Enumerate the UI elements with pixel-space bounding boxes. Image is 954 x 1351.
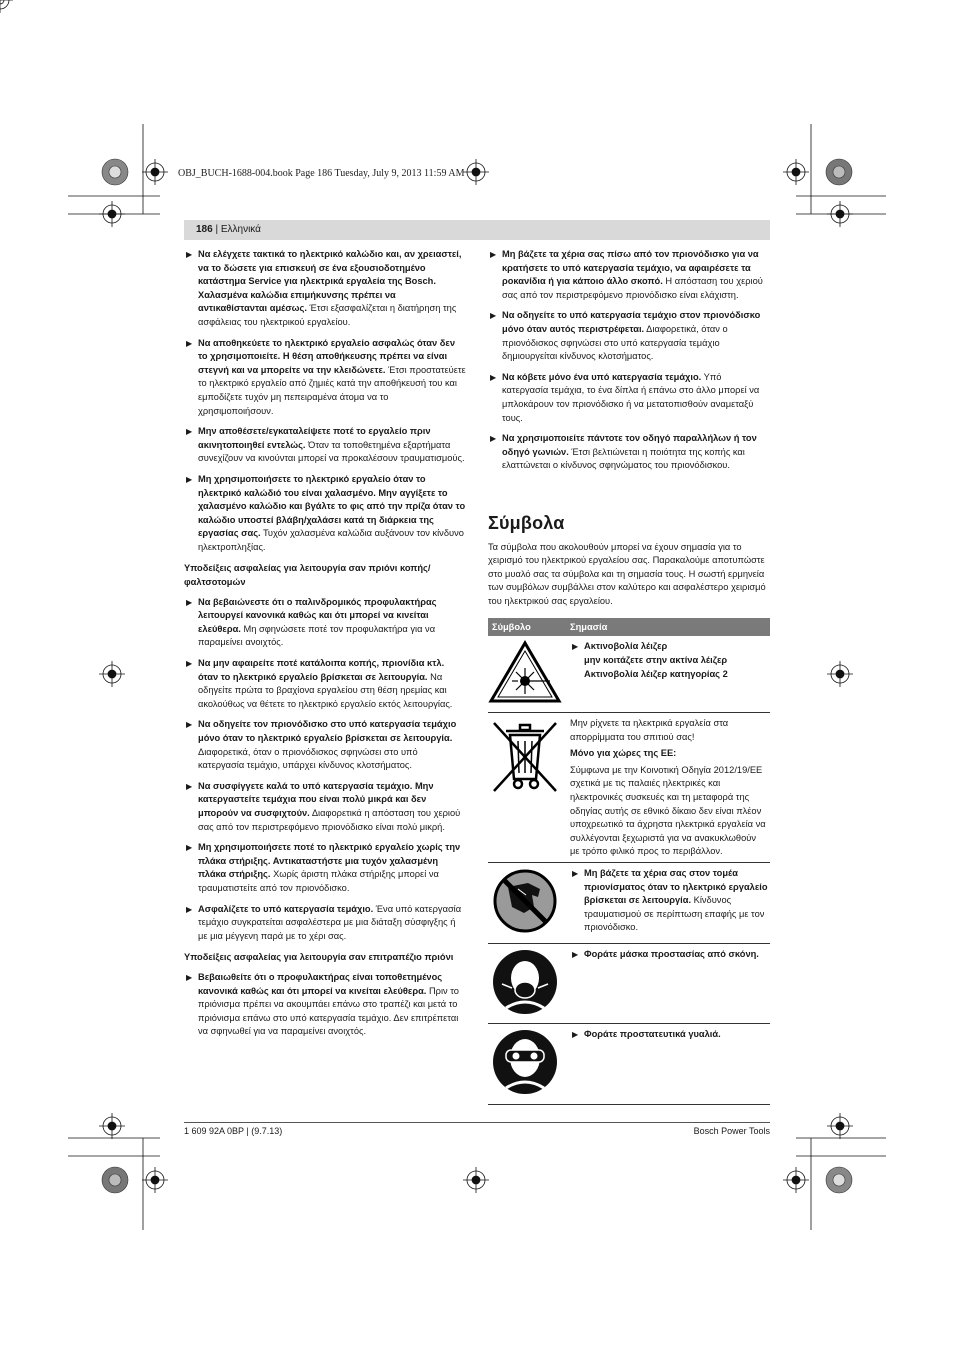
item-text: Να οδηγείτε πρώτα το βραχίονα εργαλείου στη θέση ηρεμίας και ακολούθως να θέτετε το ηλεκτρικό εργαλείο εκτός λειτουργίας. [198, 671, 453, 709]
table-row: ▶ Ακτινοβολία λέιζερ μην κοιτάζετε στην ακτίνα λέιζερ Ακτινοβολία λέιζερ κατηγορίας 2 [488, 636, 770, 712]
bullet-triangle-icon: ▶ [186, 597, 193, 607]
table-row: ▶ Φοράτε προστατευτικά γυαλιά. [488, 1024, 770, 1105]
col-header-meaning: Σημασία [566, 618, 770, 636]
item-bold-text: Μη βάζετε τα χέρια σας πίσω από τον πριονόδισκο για να κρατήσετε το υπό κατεργασία τεμάχιο, να αφαιρέσετε τα ροκανίδια ή για κάποιο άλλο σκοπό. [502, 249, 759, 287]
bullet-triangle-icon: ▶ [490, 311, 497, 321]
item-text: Τυχόν χαλασμένα καλώδια αυξάνουν τον κίνδυνο ηλεκτροπληξίας. [198, 528, 464, 552]
item-bold-text: Να οδηγείτε το υπό κατεργασία τεμάχιο στον πριονόδισκο μόνο όταν αυτός περιστρέφεται. [502, 310, 761, 334]
laser-text: Ακτινοβολία λέιζερ μην κοιτάζετε στην ακτίνα λέιζερ Ακτινοβολία λέιζερ κατηγορίας 2 [584, 641, 728, 679]
item-text: Έτσι εξασφαλίζεται η διατήρηση της ασφάλειας του ηλεκτρικού εργαλείου. [198, 303, 457, 327]
section-heading: Σύμβολα [488, 512, 565, 533]
symbols-intro: Τα σύμβολα που ακολουθούν μπορεί να έχουν σημασία για το χειρισμό του ηλεκτρικού εργαλείου σας. Παρακαλούμε αποτυπώστε στο μυαλό σας τα σύμβολα και τη σημασία τους. Η σωστή ερμηνεία των συμβόλων συμβάλλει στον καλύτερο και ασφαλέστερο χειρισμό του ηλεκτρικού σας εργαλείου. [488, 541, 766, 606]
weee-text-2: Μόνο για χώρες της ΕΕ: [570, 748, 677, 759]
print-slug: OBJ_BUCH-1688-004.book Page 186 Tuesday, July 9, 2013 11:59 AM [178, 168, 465, 179]
page-number: 186 [196, 224, 213, 235]
footer-code: 1 609 92A 0BP | (9.7.13) [184, 1126, 283, 1136]
list-item [184, 473, 466, 555]
bullet-triangle-icon: ▶ [186, 250, 193, 259]
list-item [184, 971, 466, 1039]
item-bold-text: Να βεβαιώνεστε ότι ο παλινδρομικός προφυλακτήρας λειτουργεί κανονικά καθώς και ότι μπορεί να κινείται ελεύθερα. [198, 596, 437, 634]
bullet-triangle-icon: ▶ [186, 781, 193, 791]
item-text: Διαφορετικά η απόσταση του χεριού σας από τον περιστρεφόμενο πριονόδισκο είναι πολύ μικρή. [198, 807, 461, 832]
item-text: Έτσι βελτιώνεται η ποιότητα της κοπής και ελαττώνεται ο κίνδυνος σφηνώματος του πριονόδισκου. [502, 446, 745, 471]
item-bold-text: Ασφαλίζετε το υπό κατεργασία τεμάχιο. [198, 903, 374, 914]
left-column [184, 248, 466, 1046]
weee-text-3: Σύμφωνα με την Κοινοτική Οδηγία 2012/19/ΕΕ σχετικά με τις παλαιές ηλεκτρικές και ηλεκτρονικές συσκευές και τη μεταφορά της οδηγίας αυτής σε εθνικό δίκαιο δεν είναι πλέον υποχρεωτικό τα άχρηστα ηλεκτρικά εργαλεία να συλλέγονται ξεχωριστά για να ανακυκλωθούν με τρόπο φιλικό προς το περιβάλλον. [570, 764, 766, 857]
list-item [184, 248, 466, 330]
item-bold-text: Μη χρησιμοποιήσετε το ηλεκτρικό εργαλείο όταν το ηλεκτρικό καλώδιό του είναι χαλασμένο. Μην αγγίξετε το χαλασμένο καλώδιο και βγάλτε το φις από την πρίζα όταν το καλώδιο υποστεί βλάβη/χαλάσει κατά τη διάρκεια της εργασίας σας. [198, 473, 466, 539]
list-item [184, 780, 466, 834]
item-text: Όταν τα τοποθετημένα εξαρτήματα συνεχίζουν να κινούνται μπορεί να προκαλέσουν τραυματισμούς. [198, 439, 465, 464]
mask-text: Φοράτε μάσκα προστασίας από σκόνη. [584, 948, 759, 959]
item-text: Πριν το πριόνισμα πρέπει να ακουμπάει επάνω στο τραπέζι και μετά το πριόνισμα επάνω στο υπό κατεργασία τεμάχιο. Δεν επιτρέπεται να σφηνωθεί για να παραμείνει ανοιχτός. [198, 985, 459, 1037]
item-bold-text: Να οδηγείτε τον πριονόδισκο στο υπό κατεργασία τεμάχιο μόνο όταν το ηλεκτρικό εργαλείο βρίσκεται σε λειτουργία. [198, 719, 457, 743]
bullet-triangle-icon: ▶ [490, 250, 497, 259]
item-bold-text: Να μην αφαιρείτε ποτέ κατάλοιπα κοπής, πριονίδια κτλ. όταν το ηλεκτρικό εργαλείο βρίσκεται σε λειτουργία. [198, 658, 445, 682]
hands-text: Κίνδυνος τραυματισμού σε περίπτωση επαφής με τον πριονόδισκο. [584, 895, 765, 933]
list-item [488, 309, 770, 363]
item-text: Ένα υπό κατεργασία τεμάχιο συγκρατείται ασφαλέστερα με μια διάταξη σύσφιγξης ή με μια μέγγενη παρά με το χέρι σας. [198, 903, 462, 941]
subheading-table-saw: Υποδείξεις ασφαλείας για λειτουργία σαν επιτραπέζιο πριόνι [184, 952, 454, 963]
col-header-symbol: Σύμβολο [488, 618, 566, 636]
item-text: Χωρίς άριστη πλάκα στήριξης μπορεί να τραυματιστείτε από τον πριονόδισκο. [198, 869, 439, 893]
bullet-triangle-icon: ▶ [186, 659, 193, 669]
bullet-triangle-icon: ▶ [186, 904, 193, 914]
item-bold-text: Να χρησιμοποιείτε πάντοτε τον οδηγό παραλλήλων ή τον οδηγό γωνιών. [502, 433, 757, 457]
safety-goggles-icon [488, 1028, 562, 1096]
dust-mask-icon [488, 948, 562, 1016]
list-item [184, 425, 466, 466]
page-header: 186 | Ελληνικά [196, 224, 261, 235]
list-item [184, 657, 466, 711]
bullet-triangle-icon: ▶ [186, 338, 193, 348]
table-row: ▶ Φοράτε μάσκα προστασίας από σκόνη. [488, 943, 770, 1024]
list-item [184, 718, 466, 772]
weee-text-1: Μην ρίχνετε τα ηλεκτρικά εργαλεία στα απορρίμματα του σπιτιού σας! [570, 718, 729, 742]
table-row: ▶ Μη βάζετε τα χέρια σας στον τομέα πριονίσματος όταν το ηλεκτρικό εργαλείο βρίσκεται σε λειτουργία. Κίνδυνος τραυματισμού σε περίπτωση επαφής με τον πριονόδισκο. [488, 863, 770, 944]
list-item [184, 337, 466, 419]
goggles-text: Φοράτε προστατευτικά γυαλιά. [584, 1029, 721, 1040]
item-text: Διαφορετικά, όταν ο πριονόδισκος σφηνώσει στο υπό κατεργασία τεμάχιο, υπάρχει κίνδυνος κλοτσήματος. [198, 746, 418, 771]
list-item [184, 596, 466, 650]
header-bar [184, 220, 770, 240]
list-item [488, 432, 770, 473]
item-text: Διαφορετικά, όταν ο πριονόδισκος σφηνώσει στο υπό κατεργασία τεμάχιο δημιουργείται κίνδυνος κλοτσήματος. [502, 323, 728, 362]
footer-rule [184, 1122, 770, 1123]
language-label: Ελληνικά [220, 224, 261, 235]
crossed-bin-icon [488, 717, 562, 797]
right-column [488, 248, 770, 1105]
footer-brand: Bosch Power Tools [693, 1126, 770, 1136]
subheading-miter-saw: Υποδείξεις ασφαλείας για λειτουργία σαν πριόνι κοπής/φαλτσοτομών [184, 563, 431, 588]
item-bold-text: Μην αποθέσετε/εγκαταλείψετε ποτέ το εργαλείο πριν ακινητοποιηθεί εντελώς. [198, 426, 431, 450]
bullet-triangle-icon: ▶ [186, 427, 193, 437]
bullet-triangle-icon: ▶ [186, 972, 193, 982]
bullet-triangle-icon: ▶ [186, 474, 193, 484]
item-text: Μη σφηνώσετε ποτέ τον προφυλακτήρα για να παραμείνει ανοιχτός. [198, 623, 436, 648]
item-bold-text: Μη χρησιμοποιήσετε ποτέ το ηλεκτρικό εργαλείο χωρίς την πλάκα στήριξης. Αντικαταστήστε μια τυχόν χαλασμένη πλάκα στήριξης. [198, 842, 461, 880]
symbols-table [488, 618, 770, 1104]
item-bold-text: Να αποθηκεύετε το ηλεκτρικό εργαλείο ασφαλώς όταν δεν το χρησιμοποιείτε. Η θέση αποθήκευσης πρέπει να είναι στεγνή και να μπορείτε να την κλειδώνετε. [198, 337, 455, 375]
item-text: Η απόσταση του χεριού σας από τον περιστρεφόμενο πριονόδισκο είναι ελάχιστη. [502, 276, 763, 300]
list-item [488, 371, 770, 425]
table-row [488, 713, 770, 863]
item-bold-text: Βεβαιωθείτε ότι ο προφυλακτήρας είναι τοποθετημένος κανονικά καθώς και ότι μπορεί να κινείται ελεύθερα. [198, 971, 443, 996]
item-bold-text: Να συσφίγγετε καλά το υπό κατεργασία τεμάχιο. Μην κατεργαστείτε τεμάχια που είναι πολύ μικρά και δεν μπορούν να συσφιχτούν. [198, 780, 434, 818]
bullet-triangle-icon: ▶ [490, 434, 497, 444]
bullet-triangle-icon: ▶ [186, 843, 193, 853]
laser-warning-icon [488, 640, 562, 704]
list-item [488, 248, 770, 302]
item-bold-text: Να ελέγχετε τακτικά το ηλεκτρικό καλώδιο και, αν χρειαστεί, να το δώσετε για επισκευή σε ένα εξουσιοδοτημένο κατάστημα Service για ηλεκτρικά εργαλεία της Bosch. Χαλασμένα καλώδια επιμήκυνσης πρέπει να αντικαθίστανται αμέσως. [198, 249, 462, 314]
list-item [184, 841, 466, 895]
hands-bold: Μη βάζετε τα χέρια σας στον τομέα πριονίσματος όταν το ηλεκτρικό εργαλείο βρίσκεται σε λειτουργία. [584, 868, 768, 906]
bullet-triangle-icon: ▶ [490, 372, 497, 382]
item-text: Έτσι προστατεύετε το ηλεκτρικό εργαλείο από ζημιές κατά την αποθήκευσή του και εμποδίζετε τυχόν μη πεπειραμένα άτομα να το χρησιμοποιήσουν. [198, 364, 466, 416]
bullet-triangle-icon: ▶ [186, 720, 193, 730]
no-hands-icon [488, 867, 562, 935]
item-bold-text: Να κόβετε μόνο ένα υπό κατεργασία τεμάχιο. [502, 371, 702, 382]
list-item [184, 903, 466, 944]
item-text: Υπό κατεργασία τεμάχια, το ένα δίπλα ή επάνω στο άλλο μπορεί να μπλοκάρουν τον πριονόδισκο ή να μετατοπισθούν αναμεταξύ τους. [502, 371, 760, 423]
